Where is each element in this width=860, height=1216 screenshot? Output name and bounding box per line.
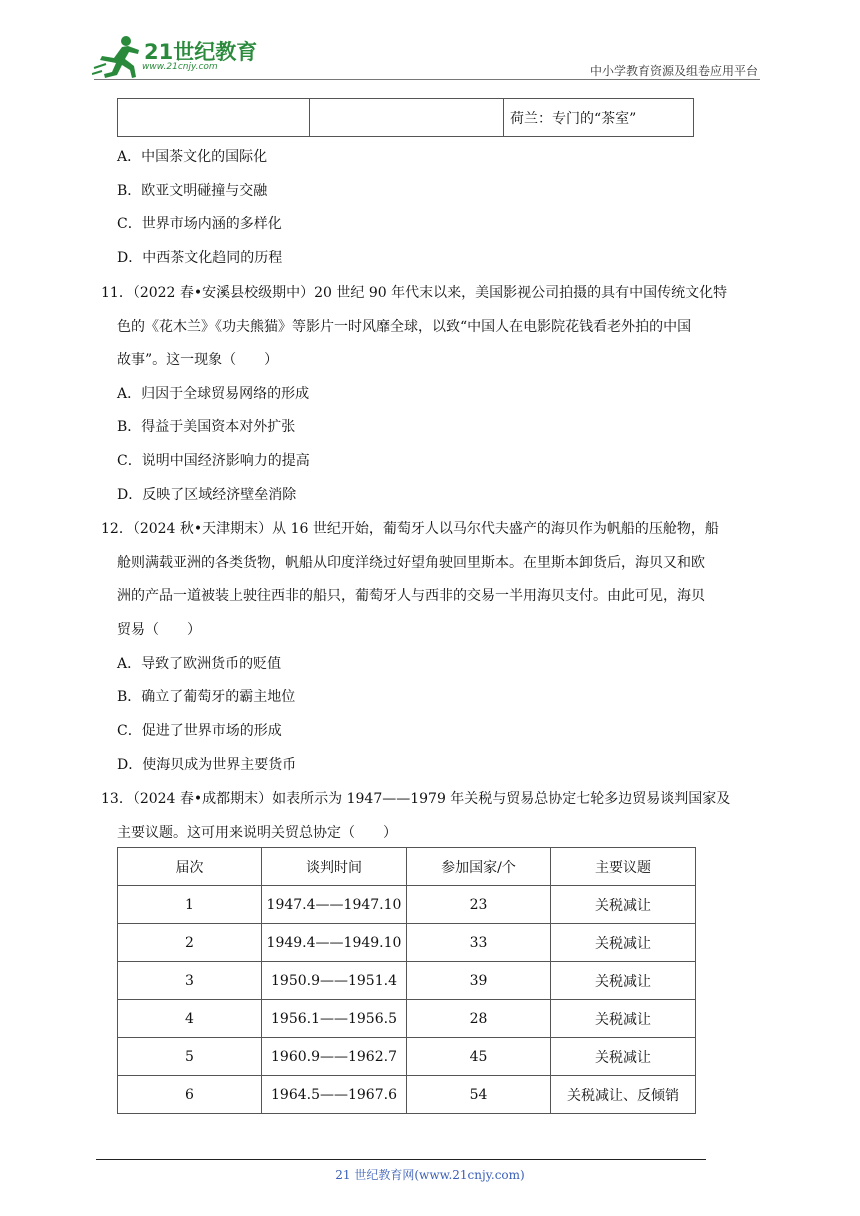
q10-option-d[interactable]: D．中西茶文化趋同的历程 — [117, 250, 283, 266]
table-cell: 39 — [407, 962, 551, 1000]
table-cell: 6 — [118, 1076, 262, 1114]
table-cell: 关税减让 — [551, 924, 696, 962]
continued-table — [117, 98, 694, 137]
table-row — [118, 99, 694, 137]
table-cell: 关税减让 — [551, 1000, 696, 1038]
q12-stem-line: 舱则满载亚洲的各类货物，帆船从印度洋绕过好望角驶回里斯本。在里斯本卸货后，海贝又和欧 — [117, 555, 705, 571]
table-cell: 关税减让 — [551, 1038, 696, 1076]
table-cell: 1950.9——1951.4 — [262, 962, 407, 1000]
table-cell: 23 — [407, 886, 551, 924]
table-header-cell: 参加国家/个 — [407, 848, 551, 886]
q11-stem-line: 故事”。这一现象（ ） — [117, 352, 279, 368]
q12-option-c[interactable]: C．促进了世界市场的形成 — [117, 723, 282, 739]
table-cell: 28 — [407, 1000, 551, 1038]
table-cell: 1960.9——1962.7 — [262, 1038, 407, 1076]
table-cell-empty — [310, 99, 504, 137]
q10-option-b[interactable]: B．欧亚文明碰撞与交融 — [117, 183, 268, 199]
table-cell: 33 — [407, 924, 551, 962]
q12-stem-line: 贸易（ ） — [117, 622, 201, 638]
q11-option-d[interactable]: D．反映了区域经济壁垒消除 — [117, 487, 297, 503]
runner-logo-icon — [92, 34, 144, 80]
logo-wordmark: 21世纪教育 — [144, 40, 258, 64]
q11-option-c[interactable]: C．说明中国经济影响力的提高 — [117, 453, 310, 469]
table-cell: 荷兰：专门的“茶室” — [504, 99, 694, 137]
table-cell: 54 — [407, 1076, 551, 1114]
q12-stem-line: 12．（2024 秋•天津期末）从 16 世纪开始，葡萄牙人以马尔代夫盛产的海贝作为帆船的压舱物，船 — [101, 521, 719, 537]
table-cell: 关税减让、反倾销 — [551, 1076, 696, 1114]
page-header — [0, 0, 860, 90]
table-row — [118, 886, 696, 924]
q11-option-a[interactable]: A．归因于全球贸易网络的形成 — [117, 386, 310, 402]
q10-option-c[interactable]: C．世界市场内涵的多样化 — [117, 216, 282, 232]
table-row — [118, 962, 696, 1000]
table-cell: 1964.5——1967.6 — [262, 1076, 407, 1114]
table-cell: 关税减让 — [551, 962, 696, 1000]
q12-option-b[interactable]: B．确立了葡萄牙的霸主地位 — [117, 689, 296, 705]
table-cell: 1949.4——1949.10 — [262, 924, 407, 962]
table-cell: 45 — [407, 1038, 551, 1076]
table-cell: 1947.4——1947.10 — [262, 886, 407, 924]
table-cell: 1 — [118, 886, 262, 924]
footer-divider — [96, 1159, 706, 1160]
q11-option-b[interactable]: B．得益于美国资本对外扩张 — [117, 419, 296, 435]
q13-stem-line: 主要议题。这可用来说明关贸总协定（ ） — [117, 825, 397, 841]
q12-option-d[interactable]: D．使海贝成为世界主要货币 — [117, 757, 297, 773]
table-row — [118, 1038, 696, 1076]
table-row — [118, 924, 696, 962]
logo-url: www.21cnjy.com — [142, 62, 218, 72]
q13-stem-line: 13．（2024 春•成都期末）如表所示为 1947——1979 年关税与贸易总协定七轮多边贸易谈判国家及 — [101, 791, 731, 807]
q11-stem-line: 色的《花木兰》《功夫熊猫》等影片一时风靡全球，以致“中国人在电影院花钱看老外拍的中国 — [117, 319, 692, 335]
table-header-cell: 主要议题 — [551, 848, 696, 886]
site-logo[interactable] — [92, 34, 267, 80]
table-cell: 4 — [118, 1000, 262, 1038]
gatt-rounds-table — [117, 847, 696, 1114]
table-header-row — [118, 848, 696, 886]
q12-stem-line: 洲的产品一道被装上驶往西非的船只，葡萄牙人与西非的交易一半用海贝支付。由此可见，海贝 — [117, 588, 705, 604]
table-row — [118, 1000, 696, 1038]
table-header-cell: 谈判时间 — [262, 848, 407, 886]
table-cell-empty — [118, 99, 310, 137]
table-cell: 5 — [118, 1038, 262, 1076]
header-divider — [94, 79, 760, 80]
q11-stem-line: 11．（2022 春•安溪县校级期中）20 世纪 90 年代末以来，美国影视公司拍摄的具有中国传统文化特 — [101, 285, 728, 301]
table-cell: 3 — [118, 962, 262, 1000]
q10-option-a[interactable]: A．中国茶文化的国际化 — [117, 149, 268, 165]
table-cell: 2 — [118, 924, 262, 962]
table-cell: 关税减让 — [551, 886, 696, 924]
platform-name: 中小学教育资源及组卷应用平台 — [589, 64, 758, 78]
table-header-cell: 届次 — [118, 848, 262, 886]
table-row — [118, 1076, 696, 1114]
footer-link[interactable]: 21 世纪教育网(www.21cnjy.com) — [335, 1168, 525, 1182]
q12-option-a[interactable]: A．导致了欧洲货币的贬值 — [117, 656, 282, 672]
table-cell: 1956.1——1956.5 — [262, 1000, 407, 1038]
